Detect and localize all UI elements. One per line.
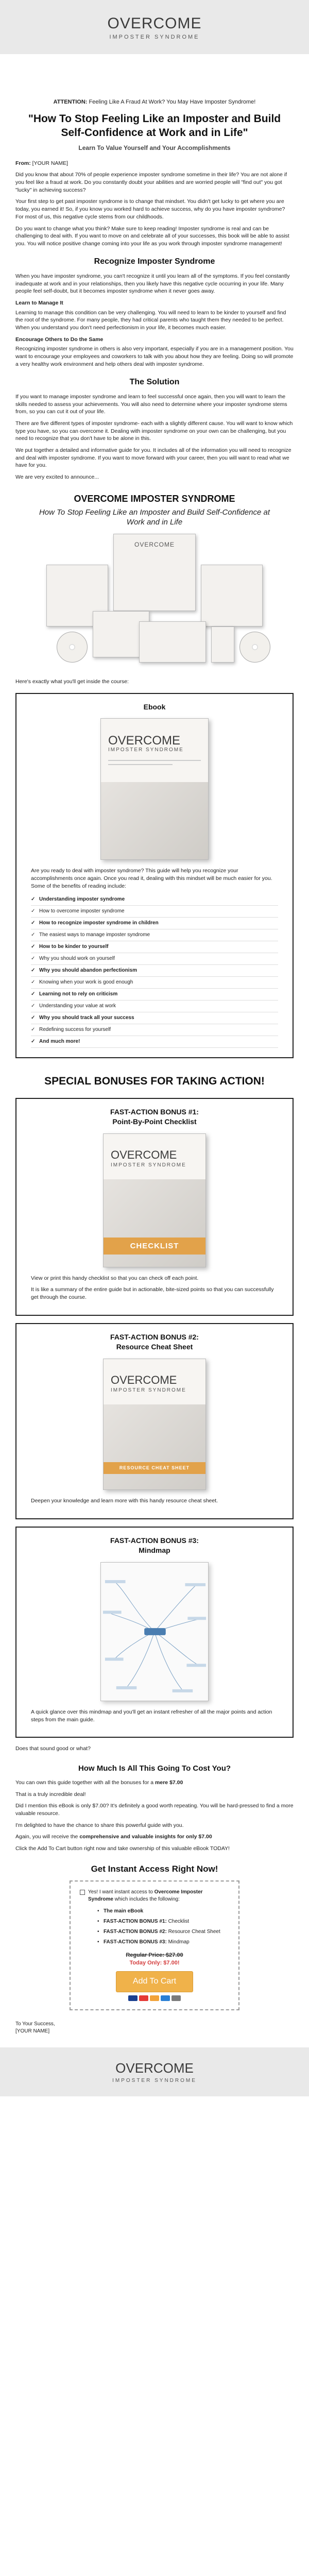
bundle-disc-left — [57, 632, 88, 663]
bonus-1-paragraph-1: View or print this handy checklist so that you can check off each point. — [31, 1275, 199, 1281]
attention-label: ATTENTION: — [53, 99, 88, 105]
bonus-3-card — [15, 1527, 294, 1738]
order-item-label: The main eBook — [104, 1908, 144, 1914]
benefit-item: ✓ Why you should track all your success — [31, 1012, 278, 1024]
attention-line — [15, 98, 294, 106]
agree-text-post: which includes the following: — [113, 1896, 180, 1902]
recognize-paragraph: When you have imposter syndrome, you can't recognize it until you learn all of the symptoms. If you feel constantly inadequate at work and in your relationships, then you likely have this negative cycle occurring in your life. Many people feel self-doubt, but it becomes imposter syndrome when it never goes away. — [15, 273, 290, 295]
benefit-item: ✓ Why you should abandon perfectionism — [31, 965, 278, 977]
order-item-value: Checklist — [166, 1918, 190, 1924]
bonus-2-card — [15, 1323, 294, 1519]
bonus-3-paragraph-1: A quick glance over this mindmap and you'll get an instant refresher of all the major points and action steps from the main guide. — [31, 1708, 272, 1723]
today-price-label: Today Only: — [129, 1959, 162, 1966]
regular-price-value: $27.00 — [166, 1952, 183, 1958]
signoff — [15, 2021, 294, 2035]
benefit-item: ✓ Why you should work on yourself — [31, 953, 278, 965]
subheadline: Learn To Value Yourself and Your Accomplishments — [78, 144, 231, 151]
bonus-1-title-line1: FAST-ACTION BONUS #1: — [110, 1107, 199, 1116]
main-content — [15, 98, 294, 2035]
bonus-2-paragraph-1: Deepen your knowledge and learn more with this handy resource cheat sheet. — [31, 1498, 218, 1504]
today-price-value: $7.00! — [163, 1959, 180, 1966]
solution-paragraph-4: We are very excited to announce... — [15, 474, 99, 481]
bonus-3-title — [31, 1536, 278, 1556]
add-to-cart-button[interactable]: Add To Cart — [116, 1971, 193, 1992]
bonus-1-paragraph-2: It is like a summary of the entire guide but in actionable, bite-sized points so that you can successfully get through the course. — [31, 1286, 274, 1301]
cost-p1-price: mere $7.00 — [155, 1779, 183, 1786]
order-agree-row[interactable] — [80, 1889, 229, 1903]
ebook-description: Are you ready to deal with imposter syndrome? This guide will help you recognize your accomplishments once again. Once you read it, dealing with this mindset will be much easier for you. Some of the benefits of reading include: — [31, 868, 272, 889]
solution-paragraph-1: If you want to manage imposter syndrome and learn to feel successful once again, then you will want to learn the skills needed to assess your achievements. You will also need to determine where your imposter syndrome stems from, so you can cut it out of your life. — [15, 393, 287, 415]
from-label: From: — [15, 160, 31, 166]
signoff-line-1: To Your Success, — [15, 2021, 55, 2027]
order-items-list — [97, 1906, 229, 1947]
bonus-3-title-line1: FAST-ACTION BONUS #3: — [110, 1536, 199, 1545]
payment-card-icon — [139, 1995, 148, 2001]
solution-title: The Solution — [129, 377, 180, 386]
cost-paragraph-6: Click the Add To Cart button right now and take ownership of this valuable eBook TODAY! — [15, 1845, 230, 1852]
cost-paragraph-2: That is a truly incredible deal! — [15, 1791, 86, 1798]
benefit-item: ✓ Understanding imposter syndrome — [31, 894, 278, 906]
order-box — [70, 1880, 239, 2010]
footer-logo-title: OVERCOME — [115, 2060, 194, 2076]
order-item-label: FAST-ACTION BONUS #2: — [104, 1928, 167, 1935]
bonus-3-title-line2: Mindmap — [139, 1546, 170, 1555]
encourage-title: Encourage Others to Do the Same — [15, 336, 104, 343]
order-item-label: FAST-ACTION BONUS #1: — [104, 1918, 167, 1924]
logo-title: OVERCOME — [107, 14, 202, 32]
top-banner — [0, 0, 309, 54]
checklist-cover-band: CHECKLIST — [104, 1238, 205, 1255]
manage-title: Learn to Manage It — [15, 300, 63, 307]
order-item-value: Resource Cheat Sheet — [166, 1928, 220, 1935]
order-item — [97, 1906, 229, 1917]
benefit-item: ✓ How to be kinder to yourself — [31, 941, 278, 953]
benefit-item: ✓ How to overcome imposter syndrome — [31, 906, 278, 918]
benefit-item: ✓ The easiest ways to manage imposter syndrome — [31, 929, 278, 941]
ebook-cover-photo — [101, 782, 208, 859]
order-item — [97, 1917, 229, 1927]
ebook-cover-title: OVERCOME — [108, 734, 181, 748]
bonus-1-title — [31, 1107, 278, 1127]
cheatsheet-cover-band: RESOURCE CHEAT SHEET — [104, 1462, 205, 1474]
bonus-2-title-line1: FAST-ACTION BONUS #2: — [110, 1332, 199, 1341]
bundle-box-right — [201, 565, 263, 626]
order-item-value: Mindmap — [166, 1939, 190, 1945]
bundle-laptop — [139, 621, 206, 663]
product-subtitle: How To Stop Feeling Like an Imposter and Build Self-Confidence at Work and in Life — [39, 507, 270, 527]
agree-checkbox[interactable] — [80, 1890, 85, 1895]
signoff-line-2: [YOUR NAME] — [15, 2028, 50, 2034]
ebook-cover-subtitle: IMPOSTER SYNDROME — [108, 747, 184, 753]
benefit-item: ✓ Learning not to rely on criticism — [31, 989, 278, 1001]
payment-card-icon — [171, 1995, 181, 2001]
inside-text: Here's exactly what you'll get inside the course: — [15, 678, 129, 685]
from-value: [YOUR NAME] — [32, 160, 68, 166]
product-title: OVERCOME IMPOSTER SYNDROME — [74, 493, 235, 504]
headline: "How To Stop Feeling Like an Imposter and Build Self-Confidence at Work and in Life" — [28, 113, 281, 139]
bundle-box-label: OVERCOME — [134, 540, 175, 548]
checklist-cover-image — [103, 1133, 206, 1267]
logo-subtitle: IMPOSTER SYNDROME — [109, 33, 200, 40]
bundle-disc-right — [239, 632, 270, 663]
ebook-card — [15, 693, 294, 1059]
payment-card-icon — [161, 1995, 170, 2001]
solution-paragraph-2: There are five different types of imposter syndrome- each with a slightly different cause. You will want to know which type you have, so you can overcome it. Dealing with imposter syndrome on your own can be challenging, but you need to recognize that you don't have to be alone in this. — [15, 420, 293, 442]
benefit-item: ✓ How to recognize imposter syndrome in children — [31, 918, 278, 929]
order-item-label: FAST-ACTION BONUS #3: — [104, 1939, 167, 1945]
order-item — [97, 1937, 229, 1947]
checklist-cover-subtitle: IMPOSTER SYNDROME — [111, 1162, 186, 1168]
agree-text-product: Overcome Imposter Syndrome — [88, 1889, 203, 1902]
ebook-card-title: Ebook — [143, 702, 166, 711]
cost-paragraph-3: Did I mention this eBook is only $7.00? It's definitely a good worth repeating. You will be hard-pressed to find a more valuable resource. — [15, 1803, 294, 1817]
cost-question: Does that sound good or what? — [15, 1745, 91, 1752]
cheatsheet-cover-subtitle: IMPOSTER SYNDROME — [111, 1387, 186, 1393]
benefit-item: ✓ Knowing when your work is good enough — [31, 977, 278, 989]
ebook-cover-image — [100, 718, 209, 860]
solution-paragraph-3: We put together a detailed and informative guide for you. It includes all of the information you will need to recognize and deal with imposter syndrome. If you want to move forward with your career, then you will want to read what we have for you. — [15, 447, 291, 469]
order-item — [97, 1927, 229, 1937]
instant-access-title: Get Instant Access Right Now! — [91, 1863, 218, 1874]
product-bundle-image — [36, 534, 273, 673]
intro-paragraph-3: Do you want to change what you think? Make sure to keep reading! Imposter syndrome is real and can be challenging to deal with. If you want to move on and celebrate all of your successes, this book will be able to assist you. You will notice positive change coming into your life as you work through imposter syndrome management! — [15, 225, 289, 247]
cost-title: How Much Is All This Going To Cost You? — [78, 1764, 231, 1773]
cost-p5-text: Again, you will receive the — [15, 1834, 80, 1840]
mindmap-image — [100, 1562, 209, 1701]
cheatsheet-cover-title: OVERCOME — [111, 1374, 177, 1386]
ebook-cover-line — [108, 760, 201, 761]
benefit-item: ✓ Redefining success for yourself — [31, 1024, 278, 1036]
cost-paragraph-1 — [15, 1779, 294, 1787]
intro-paragraph-2: Your first step to get past imposter syndrome is to change that mindset. You didn't get lucky to get where you are today, you earned it! So, if you know you worked hard to achieve success, why do you have imposter syndrome? For most of us, this negative cycle stems from our childhoods. — [15, 198, 285, 220]
cost-paragraph-5 — [15, 1833, 294, 1841]
benefit-item: ✓ And much more! — [31, 1036, 278, 1048]
cost-paragraph-4: I'm delighted to have the chance to share this powerful guide with you. — [15, 1822, 184, 1828]
bonuses-heading: SPECIAL BONUSES FOR TAKING ACTION! — [44, 1075, 265, 1088]
cheatsheet-cover-photo — [104, 1404, 205, 1489]
bundle-phone — [211, 626, 234, 663]
cost-p1-text: You can own this guide together with all the bonuses for a — [15, 1779, 156, 1786]
regular-price-label: Regular Price: — [126, 1952, 164, 1958]
today-price — [80, 1959, 229, 1967]
ebook-benefits-list — [31, 894, 278, 1048]
bottom-banner — [0, 2047, 309, 2096]
ebook-cover-line — [108, 764, 173, 765]
cost-p5-bold: comprehensive and valuable insights for only $7.00 — [79, 1834, 212, 1840]
bundle-box-back — [113, 534, 196, 611]
payment-cards — [80, 1995, 229, 2001]
bonus-1-title-line2: Point-By-Point Checklist — [112, 1117, 197, 1126]
manage-paragraph: Learning to manage this condition can be very challenging. You will need to learn to be kinder to yourself and find the root of the syndrome. For many people, they had critical parents who taught them they needed to be perfect. When you understand you don't need perfectionism in your life, it becomes much easier. — [15, 309, 286, 331]
recognize-title: Recognize Imposter Syndrome — [94, 257, 215, 266]
benefit-item: ✓ Understanding your value at work — [31, 1001, 278, 1012]
bonus-2-title-line2: Resource Cheat Sheet — [116, 1343, 193, 1351]
regular-price — [80, 1952, 229, 1959]
payment-card-icon — [128, 1995, 138, 2001]
encourage-paragraph: Recognizing imposter syndrome in others is also very important, especially if you are in a management position. You want to encourage your employees and coworkers to talk with you about how they are feeling. Doing so will promote a very healthy work environment and help others deal with imposter syndrome. — [15, 346, 294, 367]
agree-text-pre: Yes! I want instant access to — [88, 1889, 154, 1895]
cheatsheet-cover-image — [103, 1359, 206, 1490]
intro-paragraph-1: Did you know that about 70% of people experience imposter syndrome sometime in their life? You are not alone if you feel like a fraud at work. Do you constantly doubt your abilities and are worried people will "find out" you got "lucky" in achieving success? — [15, 172, 287, 193]
attention-text: Feeling Like A Fraud At Work? You May Have Imposter Syndrome! — [89, 99, 256, 105]
footer-logo-subtitle: IMPOSTER SYNDROME — [112, 2078, 197, 2084]
payment-card-icon — [150, 1995, 159, 2001]
from-line — [15, 160, 294, 167]
bonus-1-card — [15, 1098, 294, 1316]
checklist-cover-title: OVERCOME — [111, 1148, 177, 1161]
bonus-2-title — [31, 1332, 278, 1352]
agree-text — [88, 1889, 229, 1903]
